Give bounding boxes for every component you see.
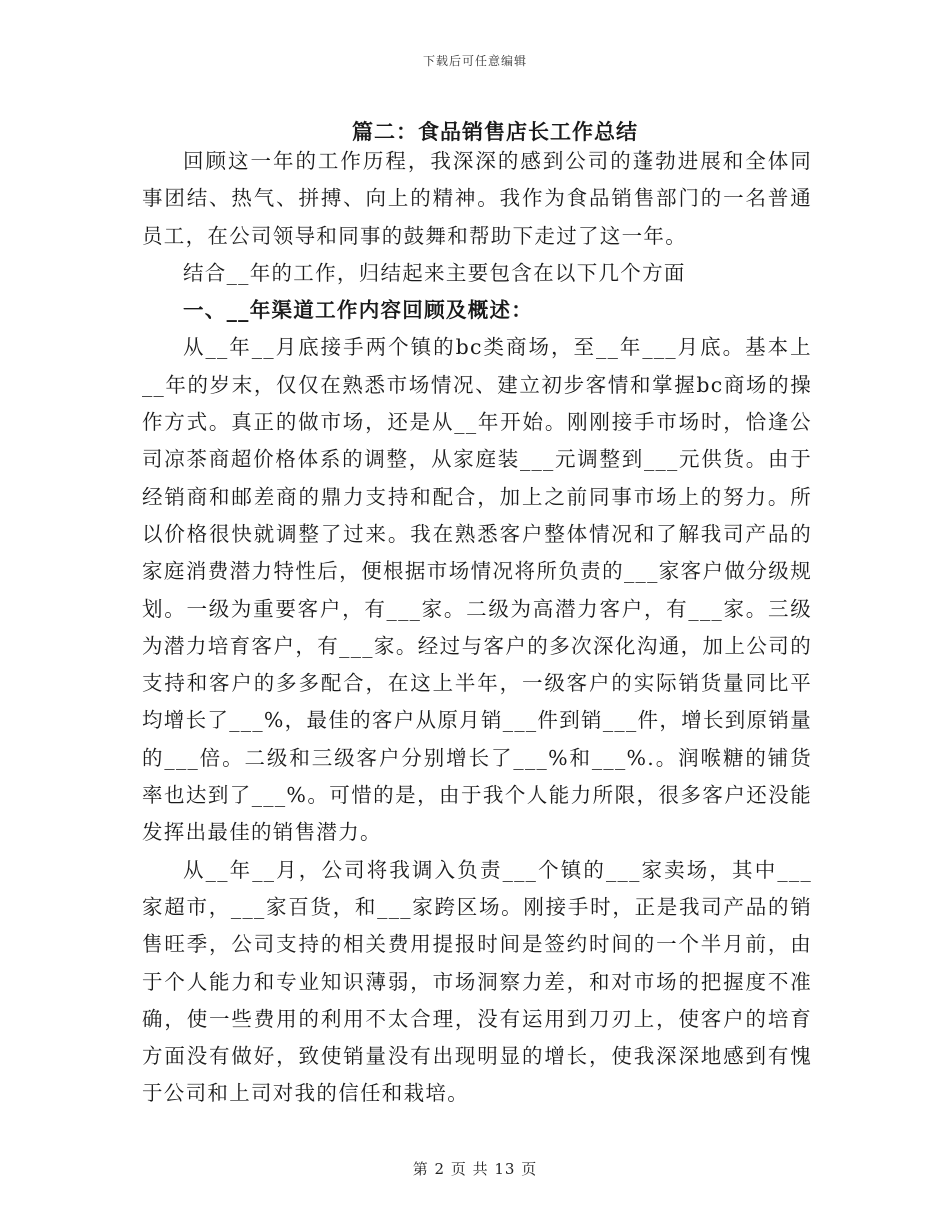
- paragraph-channel-review: 从__年__月底接手两个镇的bc类商场，至__年___月底。基本上__年的岁末，仅仅在熟悉市场情况、建立初步客情和掌握bc商场的操作方式。真正的做市场，还是从__年开始。刚刚接手市场时，恰逢公司凉茶商超价格体系的调整，从家庭装___元调整到___元供货。由于经销商和邮差商的鼎力支持和配合，加上之前同事市场上的努力。所以价格很快就调整了过来。我在熟悉客户整体情况和了解我司产品的家庭消费潜力特性后，便根据市场情况将所负责的___家客户做分级规划。一级为重要客户，有___家。二级为高潜力客户，有___家。三级为潜力培育客户，有___家。经过与客户的多次深化沟通，加上公司的支持和客户的多多配合，在这上半年，一级客户的实际销货量同比平均增长了___%，最佳的客户从原月销___件到销___件，增长到原销量的___倍。二级和三级客户分别增长了___%和___%.。润喉糖的铺货率也达到了___%。可惜的是，由于我个人能力所限，很多客户还没能发挥出最佳的销售潜力。: [142, 335, 812, 845]
- page-header: 下载后可任意编辑: [422, 54, 527, 68]
- paragraph-intro: 回顾这一年的工作历程，我深深的感到公司的蓬勃进展和全体同事团结、热气、拼搏、向上的精神。我作为食品销售部门的一名普通员工，在公司领导和同事的鼓舞和帮助下走过了这一年。: [142, 149, 812, 248]
- section-heading: 一、__年渠道工作内容回顾及概述：: [183, 298, 534, 323]
- document-title: 篇二：食品销售店长工作总结: [352, 119, 638, 144]
- paragraph-summary-lead: 结合__年的工作，归结起来主要包含在以下几个方面: [183, 260, 686, 285]
- paragraph-transfer: 从__年__月，公司将我调入负责___个镇的___家卖场，其中___家超市，___家百货，和___家跨区场。刚接手时，正是我司产品的销售旺季，公司支持的相关费用提报时间是签约时间的一个半月前，由于个人能力和专业知识薄弱，市场洞察力差，和对市场的把握度不准确，使一些费用的利用不太合理，没有运用到刀刃上，使客户的培育方面没有做好，致使销量没有出现明显的增长，使我深深地感到有愧于公司和上司对我的信任和栽培。: [142, 857, 812, 1106]
- document-body: [142, 143, 812, 1113]
- page-footer: 第 2 页 共 13 页: [412, 1160, 538, 1178]
